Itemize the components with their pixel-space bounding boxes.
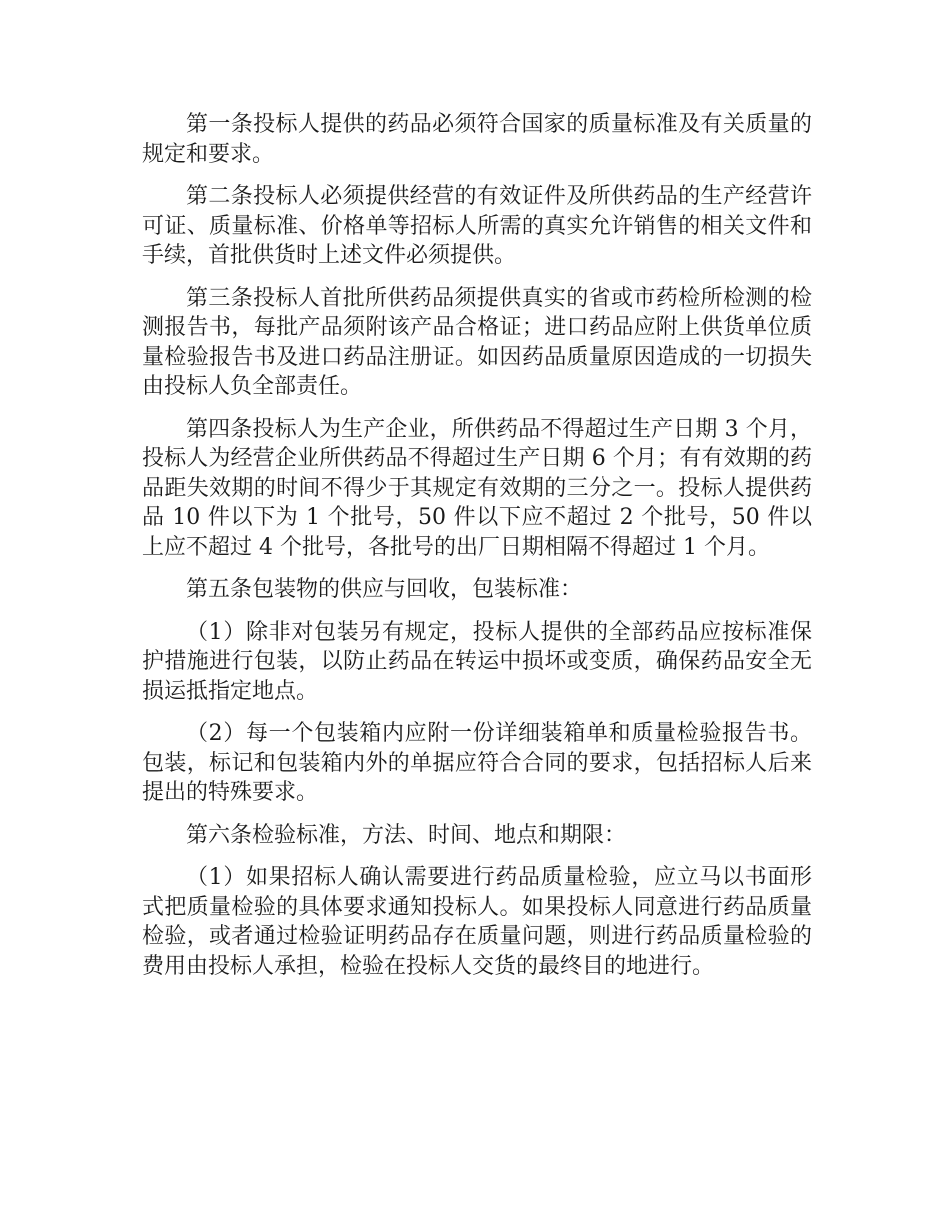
article-6-item-1: （1）如果招标人确认需要进行药品质量检验，应立马以书面形式把质量检验的具体要求通知投标人。如果投标人同意进行药品质量检验，或者通过检验证明药品存在质量问题，则进行药品质量检验的费用由投标人承担，检验在投标人交货的最终目的地进行。	[142, 865, 812, 979]
article-2-paragraph: 第二条投标人必须提供经营的有效证件及所供药品的生产经营许可证、质量标准、价格单等招标人所需的真实允许销售的相关文件和手续，首批供货时上述文件必须提供。	[142, 184, 812, 268]
article-5-item-1: （1）除非对包装另有规定，投标人提供的全部药品应按标准保护措施进行包装，以防止药品在转运中损坏或变质，确保药品安全无损运抵指定地点。	[142, 619, 812, 704]
article-1-paragraph: 第一条投标人提供的药品必须符合国家的质量标准及有关质量的规定和要求。	[142, 112, 812, 167]
document-body	[142, 110, 812, 994]
article-6-heading: 第六条检验标准，方法、时间、地点和期限：	[186, 822, 627, 848]
article-5-heading: 第五条包装物的供应与回收，包装标准：	[186, 577, 583, 602]
article-5-item-2: （2）每一个包装箱内应附一份详细装箱单和质量检验报告书。包装，标记和包装箱内外的单据应符合合同的要求，包括招标人后来提出的特殊要求。	[142, 721, 812, 805]
article-4-paragraph: 第四条投标人为生产企业，所供药品不得超过生产日期 3 个月，投标人为经营企业所供药品不得超过生产日期 6 个月；有有效期的药品距失效期的时间不得少于其规定有效期的三分之一。投标人提供药品 10 件以下为 1 个批号，50 件以下应不超过 2 个批号，50 件以上应不超过 4 个批号，各批号的出厂日期相隔不得超过 1 个月。	[142, 416, 812, 560]
article-3-paragraph: 第三条投标人首批所供药品须提供真实的省或市药检所检测的检测报告书，每批产品须附该产品合格证；进口药品应附上供货单位质量检验报告书及进口药品注册证。如因药品质量原因造成的一切损失由投标人负全部责任。	[142, 285, 812, 399]
